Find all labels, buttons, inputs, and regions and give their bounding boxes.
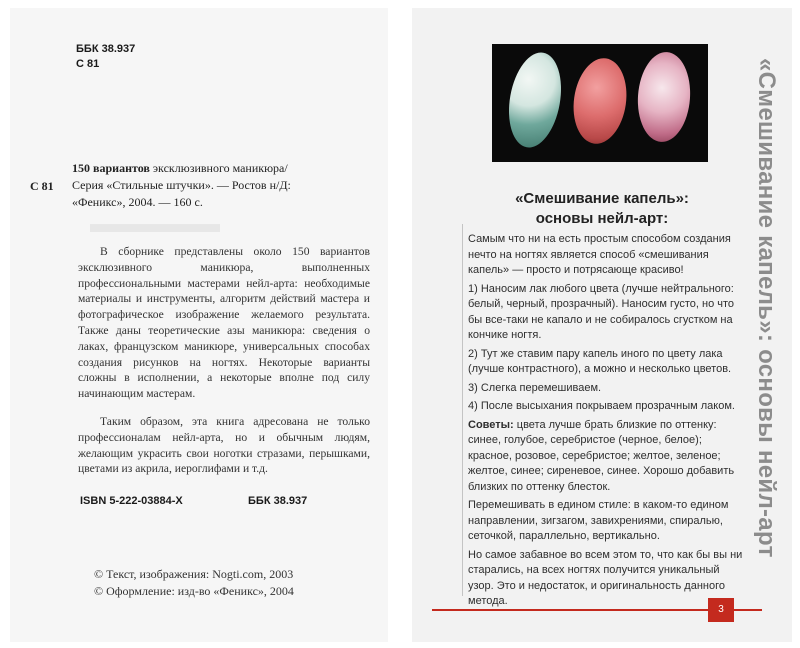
bbk-code-top: ББК 38.937 <box>76 43 136 55</box>
heading-line-1: «Смешивание капель»: <box>515 190 689 207</box>
nail-art-photo <box>492 44 708 162</box>
step-2: 2) Тут же ставим пару капель иного по цвету лака (лучше контрастного), а можно и несколько цветов. <box>468 347 732 375</box>
nail-red-marble <box>568 55 631 147</box>
catalog-line-3: «Феникс», 2004. — 160 с. <box>72 195 203 209</box>
catalog-line-1 <box>72 160 372 177</box>
catalog-title-rest: эксклюзивного маникюра/ <box>152 161 288 175</box>
heading-line-2: основы нейл-арт: <box>535 210 669 227</box>
section-heading <box>452 189 752 229</box>
intro-paragraph: Самым что ни на есть простым способом создания нечто на ногтях является способ «смешивания капель» — просто и потрясающе красиво! <box>468 233 731 276</box>
isbn: ISBN 5-222-03884-X <box>80 495 183 507</box>
vertical-running-title <box>744 58 788 618</box>
page-number: 3 <box>708 598 734 622</box>
catalog-title: 150 вариантов <box>72 161 150 175</box>
nail-green-marble <box>502 48 568 151</box>
copyright <box>94 566 294 600</box>
final-paragraph: Но самое забавное во всем этом то, что как бы вы ни старались, на всех ногтях получится уникальный узор. Это и недостаток, и оригинальность данного метода. <box>468 548 743 607</box>
step-3: 3) Слегка перемешиваем. <box>468 381 602 394</box>
right-page <box>412 8 792 642</box>
annotation <box>78 244 370 477</box>
copyright-text: © Текст, изображения: Nogti.com, 2003 <box>94 567 294 581</box>
catalog-line-2: Серия «Стильные штучки». — Ростов н/Д: <box>72 178 291 192</box>
step-4: 4) После высыхания покрываем прозрачным лаком. <box>468 400 735 412</box>
left-page <box>10 8 388 642</box>
mix-paragraph: Перемешивать в едином стиле: в каком-то едином направлении, зигзагом, завихрениями, спиралью, сеточкой, параллельно, вертикально. <box>468 499 729 542</box>
author-sign-top: С 81 <box>76 58 100 70</box>
article-body <box>468 232 744 613</box>
annotation-paragraph-1: В сборнике представлены около 150 вариантов эксклюзивного маникюра, выполненных профессиональными мастерами нейл-арта: необходимые материалы и инструменты, алгоритм действий мастера и фотографическое изображение желаемого результата. Также даны теоретические азы маникюра: сведения о лаках, французском маникюре, универсальных способах создания рисунков на ногтях. Некоторые варианты сложны в исполнении, а некоторые вполне под силу начинающим мастерам. <box>78 245 370 401</box>
tips-label: Советы: <box>468 418 514 431</box>
annotation-paragraph-2: Таким образом, эта книга адресована не только профессионалам нейл-арта, но и обычным людям, желающим украсить свои ноготки стразами, перышками, цветами из акрила, иероглифами и т.д. <box>78 414 370 476</box>
running-title-text: «Смешивание капель»: основы нейл-арт <box>753 58 780 558</box>
tips-paragraph <box>468 418 744 496</box>
bbk-code-bottom: ББК 38.937 <box>248 495 308 507</box>
nail-pink-marble <box>635 50 693 143</box>
catalog-record <box>30 160 372 211</box>
author-sign: С 81 <box>30 179 54 193</box>
copyright-design: © Оформление: изд-во «Феникс», 2004 <box>94 584 294 598</box>
text-rule <box>462 224 463 596</box>
step-1: 1) Наносим лак любого цвета (лучше нейтрального: белый, черный, прозрачный). Наносим густо, но что бы все-таки не капало и не собиралось сгустком на кончике ногтя. <box>468 282 735 341</box>
tips-text: цвета лучше брать близкие по оттенку: синее, голубое, серебристое (черное, белое); красное, розовое, серебристое; желтое, зеленое; желтое, синее; сиреневое, синее. Хорошо добавить близких по оттенку блесток. <box>468 418 735 493</box>
bleed-through-text: ▬▬▬▬▬ <box>90 208 220 238</box>
